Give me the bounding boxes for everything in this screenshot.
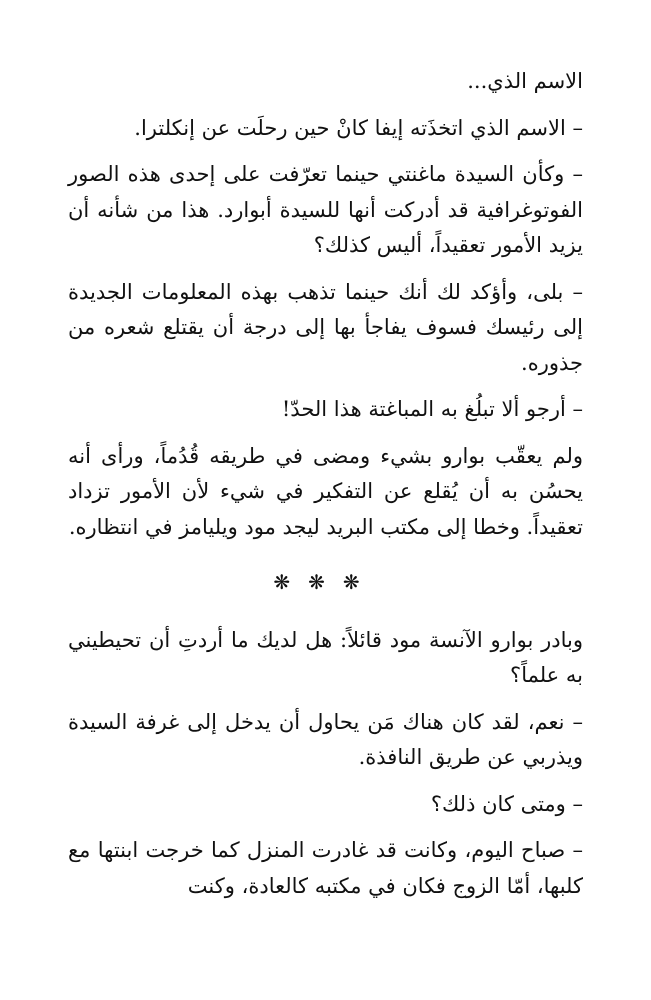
paragraph-1: الاسم الذي... (467, 69, 583, 93)
paragraph-2: – الاسم الذي اتخذَته إيفا كانْ حين رحلَت عن إنكلترا. (134, 115, 583, 140)
paragraph-3: – وكأن السيدة ماغنتي حينما تعرّفت على إحدى هذه الصور الفوتوغرافية قد أدركت أنها للسيدة أبوارد. هذا من شأنه أن يزيد الأمور تعقيداً، أليس كذلك؟ (68, 162, 583, 257)
paragraph-6: ولم يعقّب بوارو بشيء ومضى في طريقه قُدُماً، ورأى أنه يحسُن به أن يُقلع عن التفكير في شيء لأن الأمور تزداد تعقيداً. وخطا إلى مكتب البريد ليجد مود ويليامز في انتظاره. (68, 443, 583, 539)
section-separator: ❋❋❋ (273, 570, 378, 594)
paragraph-7: وبادر بوارو الآنسة مود قائلاً: هل لديك ما أردتِ أن تحيطيني به علماً؟ (68, 627, 583, 687)
paragraph-9: – ومتى كان ذلك؟ (430, 791, 583, 816)
paragraph-10: – صباح اليوم، وكانت قد غادرت المنزل كما خرجت ابنتها مع كلبها، أمّا الزوج فكان في مكتبه كالعادة، وكنت (68, 838, 583, 898)
paragraph-4: – بلى، وأؤكد لك أنك حينما تذهب بهذه المعلومات الجديدة إلى رئيسك فسوف يفاجأ بها إلى درجة أن يقتلع شعره من جذوره. (68, 279, 583, 375)
paragraph-8: – نعم، لقد كان هناك مَن يحاول أن يدخل إلى غرفة السيدة ويذربي عن طريق النافذة. (68, 709, 583, 769)
paragraph-5: – أرجو ألا تبلُغ به المباغتة هذا الحدّ! (281, 397, 583, 421)
